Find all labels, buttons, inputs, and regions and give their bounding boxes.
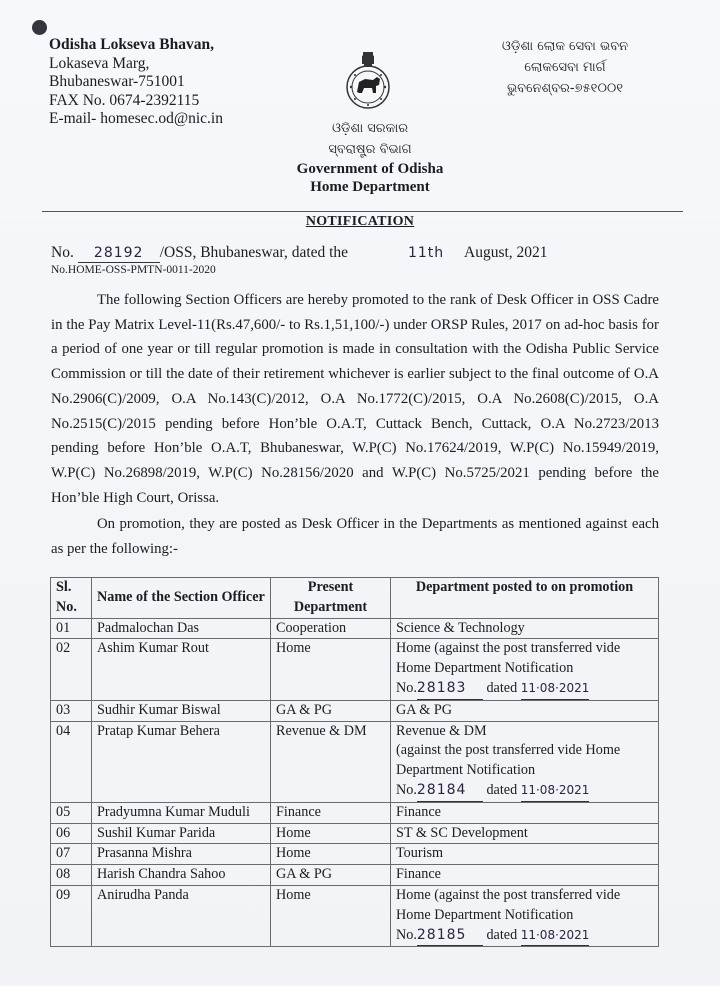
table-row [51,639,659,700]
address-city-odia: ଭୁବନେଶ୍ବର-୭୫୧୦୦୧ [506,81,624,96]
fax-number: FAX No. 0674-2392115 [49,91,200,109]
cell-name: Anirudha Panda [92,885,271,946]
cell-posted: Revenue & DM (against the post transferred vide Home Department Notification No.28184 dated 11·08·2021 [391,721,659,802]
office-name: Odisha Lokseva Bhavan, [49,36,214,53]
notification-title: NOTIFICATION [305,214,415,229]
cell-name: Harish Chandra Sahoo [92,865,271,886]
punch-hole [32,20,47,35]
header-officer-name: Name of the Section Officer [92,578,271,619]
ref-date: 11·08·2021 [520,680,590,695]
ref-date: 11·08·2021 [520,927,590,942]
cell-sl: 05 [51,802,92,823]
cell-posted: Finance [391,802,659,823]
notification-number-line [51,244,548,263]
place-date-label: /OSS, Bhubaneswar, dated the [159,244,349,261]
table-row [51,721,659,802]
header-present-department: Present Department [271,578,391,619]
header-divider [42,211,683,212]
cell-name: Padmalochan Das [92,618,271,639]
no-prefix: No. [51,244,74,261]
table-row [51,844,659,865]
office-name-odia: ଓଡ଼ିଶା ଲୋକ ସେବା ଭବନ [501,39,629,54]
cell-name: Pratap Kumar Behera [92,721,271,802]
date-month-year: August, 2021 [464,244,548,261]
ref-date: 11·08·2021 [520,782,590,797]
header-sl-no: Sl. No. [51,578,92,619]
table-row [51,865,659,886]
notification-reference: No.28183 dated 11·08·2021 [396,679,653,700]
ref-number: 28185 [416,926,467,943]
cell-present: Cooperation [271,618,391,639]
cell-name: Sudhir Kumar Biswal [92,700,271,721]
cell-posted: Science & Technology [391,618,659,639]
cell-posted: Tourism [391,844,659,865]
header-posted-department: Department posted to on promotion [391,578,659,619]
cell-name: Ashim Kumar Rout [92,639,271,700]
cell-present: Home [271,844,391,865]
cell-posted: Home (against the post transferred vide Home Department Notification No.28185 dated 11·08·2021 [391,885,659,946]
cell-present: GA & PG [271,865,391,886]
address-street-odia: ଲୋକସେବା ମାର୍ଗ [524,60,606,75]
cell-sl: 06 [51,823,92,844]
cell-sl: 08 [51,865,92,886]
cell-posted: Finance [391,865,659,886]
dept-name-odia: ସ୍ବରାଷ୍ଟ୍ର ବିଭାଗ [328,142,412,157]
cell-present: Home [271,639,391,700]
promotion-table [50,577,659,947]
cell-present: Revenue & DM [271,721,391,802]
cell-sl: 04 [51,721,92,802]
table-row [51,700,659,721]
cell-present: Home [271,885,391,946]
notification-number: 28192 [78,244,160,263]
cell-present: Home [271,823,391,844]
date-day: 11th [407,245,445,261]
cell-sl: 09 [51,885,92,946]
cell-sl: 07 [51,844,92,865]
table-row [51,823,659,844]
cell-posted: ST & SC Development [391,823,659,844]
table-row [51,618,659,639]
cell-name: Sushil Kumar Parida [92,823,271,844]
address-city: Bhubaneswar-751001 [49,73,185,90]
state-emblem-icon [343,52,393,110]
notification-reference: No.28185 dated 11·08·2021 [396,926,653,947]
govt-name-odia: ଓଡ଼ିଶା ସରକାର [331,121,409,136]
cell-sl: 02 [51,639,92,700]
address-street: Lokaseva Marg, [49,54,150,72]
ref-number: 28184 [416,781,467,798]
table-header-row [51,578,659,619]
department-heading [270,118,470,196]
cell-posted: GA & PG [391,700,659,721]
file-number: No.HOME-OSS-PMTN-0011-2020 [51,264,216,276]
notification-reference: No.28184 dated 11·08·2021 [396,781,653,802]
cell-name: Pradyumna Kumar Muduli [92,802,271,823]
email-address: E-mail- homesec.od@nic.in [49,110,223,127]
ref-number: 28183 [416,679,467,696]
sender-address [49,36,223,129]
dept-name: Home Department [310,179,430,195]
cell-present: GA & PG [271,700,391,721]
cell-name: Prasanna Mishra [92,844,271,865]
body-paragraph-1: The following Section Officers are hereby promoted to the rank of Desk Officer in OSS Cadre in the Pay Matrix Level-11(Rs.47,600/- to Rs.1,51,100/-) under ORSP Rules, 2017 on ad-hoc basis for a period of one year or till regular promotion is made in consultation with the Odisha Public Service Commission or till the date of their retirement whichever is earlier subject to the final outcome of O.A No.2906(C)/2009, O.A No.143(C)/2012, O.A No.1772(C)/2015, O.A No.2608(C)/2015, O.A No.2515(C)/2015 pending before Hon’ble O.A.T, Cuttack Bench, Cuttack, O.A No.2723/2013 pending before Hon’ble O.A.T, Bhubaneswar, W.P(C) No.17624/2019, W.P(C) No.15949/2019, W.P(C) No.26898/2019, W.P(C) No.28156/2020 and W.P(C) No.5725/2021 pending before the Hon’ble High Court, Orissa. [51,292,659,506]
cell-present: Finance [271,802,391,823]
sender-address-odia [500,36,630,99]
cell-posted: Home (against the post transferred vide Home Department Notification No.28183 dated 11·08·2021 [391,639,659,700]
body-paragraph-2: On promotion, they are posted as Desk Officer in the Departments as mentioned against each as per the following:- [51,516,659,557]
cell-sl: 03 [51,700,92,721]
govt-name: Government of Odisha [296,161,444,177]
cell-sl: 01 [51,618,92,639]
table-row [51,802,659,823]
table-row [51,885,659,946]
